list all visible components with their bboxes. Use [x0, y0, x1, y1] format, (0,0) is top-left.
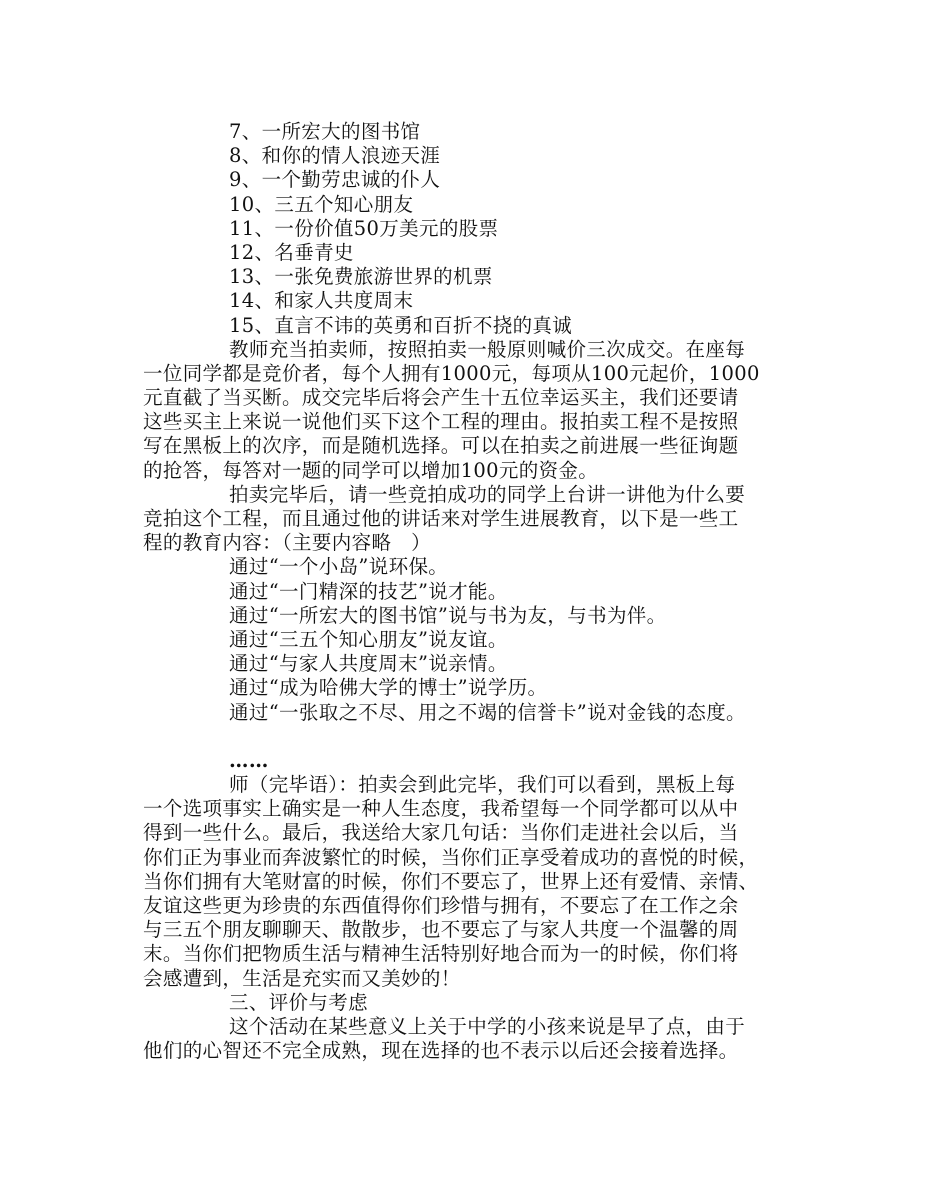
list-item: 13、一张免费旅游世界的机票	[229, 265, 493, 289]
list-item: 14、和家人共度周末	[229, 289, 414, 313]
list-item: 12、名垂青史	[229, 240, 354, 264]
list-item: 8、和你的情人浪迹天涯	[229, 144, 441, 168]
list-item: 9、一个勤劳忠诚的仆人	[229, 168, 441, 192]
paragraph-line: 末。当你们把物质生活与精神生活特别好地合而为一的时候，你们将	[143, 942, 739, 966]
section-heading: 三、评价与考虑	[229, 990, 368, 1014]
paragraph-line: 拍卖完毕后，请一些竞拍成功的同学上台讲一讲他为什么要	[229, 482, 746, 506]
education-item: 通过“成为哈佛大学的博士”说学历。	[229, 676, 548, 700]
blank-line	[143, 725, 843, 749]
list-item: 11、一份价值50万美元的股票	[229, 216, 499, 240]
list-item: 10、三五个知心朋友	[229, 192, 414, 216]
document-page	[143, 120, 843, 1063]
paragraph-line: 得到一些什么。最后，我送给大家几句话：当你们走进社会以后，当	[143, 821, 739, 845]
paragraph-line: 会感遭到，生活是充实而又美妙的！	[143, 966, 461, 990]
paragraph-line: 一位同学都是竞价者，每个人拥有1000元，每项从100元起价，1000	[143, 361, 760, 385]
paragraph-line: 教师充当拍卖师，按照拍卖一般原则喊价三次成交。在座每	[229, 337, 746, 361]
paragraph-line: 的抢答，每答对一题的同学可以增加100元的资金。	[143, 458, 599, 482]
paragraph-line: 这些买主上来说一说他们买下这个工程的理由。报拍卖工程不是按照	[143, 410, 739, 434]
ellipsis: ……	[229, 748, 269, 772]
paragraph-line: 程的教育内容：（主要内容略 ）	[143, 531, 432, 555]
paragraph-line: 竞拍这个工程，而且通过他的讲话来对学生进展教育，以下是一些工	[143, 507, 739, 530]
paragraph-line: 元直截了当买断。成交完毕后将会产生十五位幸运买主，我们还要请	[143, 386, 739, 410]
paragraph-line: 这个活动在某些意义上关于中学的小孩来说是早了点，由于	[229, 1014, 746, 1038]
education-item: 通过“一个小岛”说环保。	[229, 555, 449, 579]
paragraph-line: 他们的心智还不完全成熟，现在选择的也不表示以后还会接着选择。	[143, 1039, 739, 1063]
education-item: 通过“一门精深的技艺”说才能。	[229, 579, 508, 603]
education-item: 通过“三五个知心朋友”说友谊。	[229, 627, 508, 651]
paragraph-line: 你们正为事业而奔波繁忙的时候，当你们正享受着成功的喜悦的时候，	[143, 845, 759, 869]
paragraph-line: 写在黑板上的次序，而是随机选择。可以在拍卖之前进展一些征询题	[143, 434, 739, 458]
education-item: 通过“一张取之不尽、用之不竭的信誉卡”说对金钱的态度。	[229, 700, 746, 724]
paragraph-line: 师（完毕语）：拍卖会到此完毕，我们可以看到，黑板上每	[229, 773, 736, 797]
education-item: 通过“与家人共度周末”说亲情。	[229, 652, 508, 676]
paragraph-line: 友谊这些更为珍贵的东西值得你们珍惜与拥有，不要忘了在工作之余	[143, 894, 739, 917]
list-item: 7、一所宏大的图书馆	[229, 120, 421, 143]
paragraph-line: 与三五个朋友聊聊天、散散步，也不要忘了与家人共度一个温馨的周	[143, 918, 739, 942]
paragraph-line: 一个选项事实上确实是一种人生态度，我希望每一个同学都可以从中	[143, 797, 739, 821]
education-item: 通过“一所宏大的图书馆”说与书为友，与书为伴。	[229, 603, 667, 627]
list-item: 15、直言不讳的英勇和百折不挠的真诚	[229, 313, 573, 337]
paragraph-line: 当你们拥有大笔财富的时候，你们不要忘了，世界上还有爱情、亲情、	[143, 869, 759, 893]
